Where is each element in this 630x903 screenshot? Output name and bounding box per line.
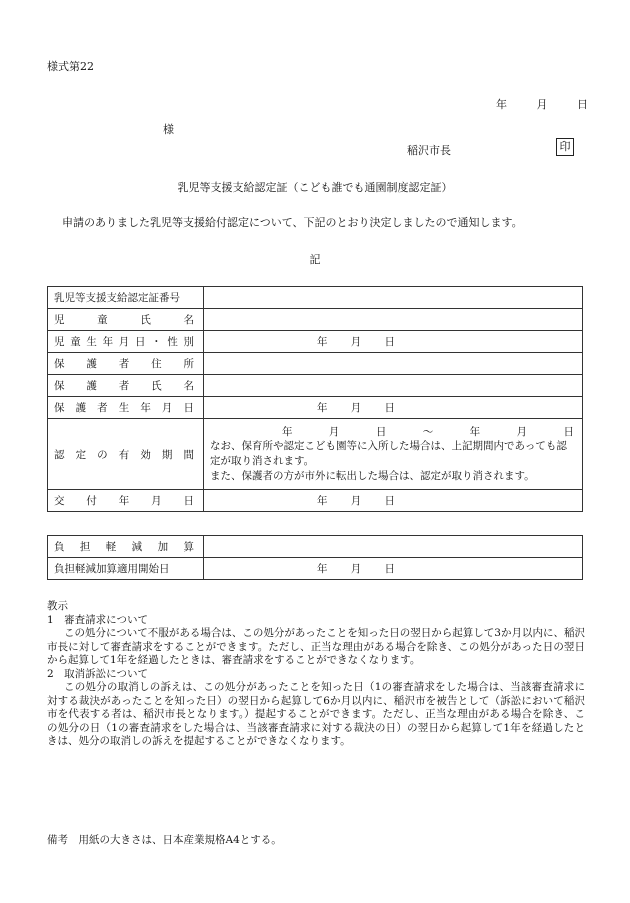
value-issue-date: 年 月 日 (317, 495, 395, 507)
validity-note-1: なお、保育所や認定こども園等に入所した場合は、上記期間内であっても認定が取り消されます。 (210, 440, 567, 467)
date-day: 日 (577, 98, 588, 111)
value-burden-start: 年 月 日 (317, 563, 395, 575)
row-burden-start (48, 558, 583, 580)
label-issue-date: 交 付 年 月 日 (54, 495, 194, 507)
notice-heading: 教示 (47, 600, 68, 612)
label-guardian-name: 保 護 者 氏 名 (54, 380, 194, 392)
row-validity (48, 419, 583, 490)
value-child-name (204, 309, 583, 331)
label-child-birth: 児 童 生 年 月 日 ・ 性 別 (54, 336, 194, 348)
form-number: 様式第22 (47, 60, 94, 73)
seal-mark: 印 (556, 138, 574, 156)
value-burden-reduction (204, 536, 583, 558)
notice-item2-title: 2 取消訴訟について (47, 667, 148, 680)
label-guardian-address: 保 護 者 住 所 (54, 358, 194, 370)
row-burden-reduction (48, 536, 583, 558)
validity-note-2: また、保護者の方が市外に転出した場合は、認定が取り消されます。 (210, 470, 535, 482)
notice-item2-body: この処分の取消しの訴えは、この処分があったことを知った日（1の審査請求をした場合は、当該審査請求に対する裁決があったことを知った日）の翌日から起算して6か月以内に、稲沢市を被告として（訴訟において稲沢市を代表する者は、稲沢市長となります。）提起することができます。ただし、正当な理由がある場合を除き、この処分の日（1の審査請求をした場合は、当該審査請求に対する裁決の日）の翌日から起算して1年を経過したときは、処分の取消しの訴えを提起することができなくなります。 (47, 681, 585, 747)
intro-text: 申請のありました乳児等支援給付認定について、下記のとおり決定しましたので通知します。 (62, 216, 523, 229)
notice-section (47, 600, 585, 749)
row-issue-date (48, 490, 583, 512)
label-child-name: 児 童 氏 名 (54, 314, 194, 326)
remarks: 備考 用紙の大きさは、日本産業規格A4とする。 (47, 834, 282, 846)
row-guardian-name (48, 375, 583, 397)
notice-item1-title: 1 審査請求について (47, 613, 148, 626)
date-month: 月 (536, 98, 548, 111)
validity-range: 年 月 日 ～ 年 月 日 (282, 426, 574, 438)
date-year: 年 (496, 98, 507, 111)
issuer-name: 稲沢市長 (407, 144, 451, 157)
value-guardian-birth: 年 月 日 (317, 402, 395, 414)
label-cert-number: 乳児等支援支給認定証番号 (48, 287, 204, 309)
label-burden-reduction: 負 担 軽 減 加 算 (54, 541, 194, 553)
burden-table (47, 535, 583, 580)
value-guardian-name (204, 375, 583, 397)
header-date (496, 96, 588, 112)
label-burden-start: 負担軽減加算適用開始日 (48, 558, 204, 580)
row-cert-number (48, 287, 583, 309)
document-title: 乳児等支援支給認定証（こども誰でも通園制度認定証） (177, 181, 453, 194)
value-guardian-address (204, 353, 583, 375)
row-guardian-birth (48, 397, 583, 419)
value-validity (204, 419, 583, 490)
row-child-birth (48, 331, 583, 353)
label-guardian-birth: 保 護 者 生 年 月 日 (54, 402, 194, 414)
notice-item1-body: この処分について不服がある場合は、この処分があったことを知った日の翌日から起算して3か月以内に、稲沢市長に対して審査請求をすることができます。ただし、正当な理由がある場合を除き、この処分があった日の翌日から起算して1年を経過したときは、審査請求をすることができなくなります。 (47, 627, 585, 666)
label-validity: 認 定 の 有 効 期 間 (54, 448, 194, 461)
ki-label: 記 (309, 253, 321, 266)
row-guardian-address (48, 353, 583, 375)
certificate-table (47, 286, 583, 512)
value-child-birth: 年 月 日 (317, 336, 395, 348)
value-cert-number (204, 287, 583, 309)
row-child-name (48, 309, 583, 331)
addressee-suffix: 様 (163, 123, 174, 136)
